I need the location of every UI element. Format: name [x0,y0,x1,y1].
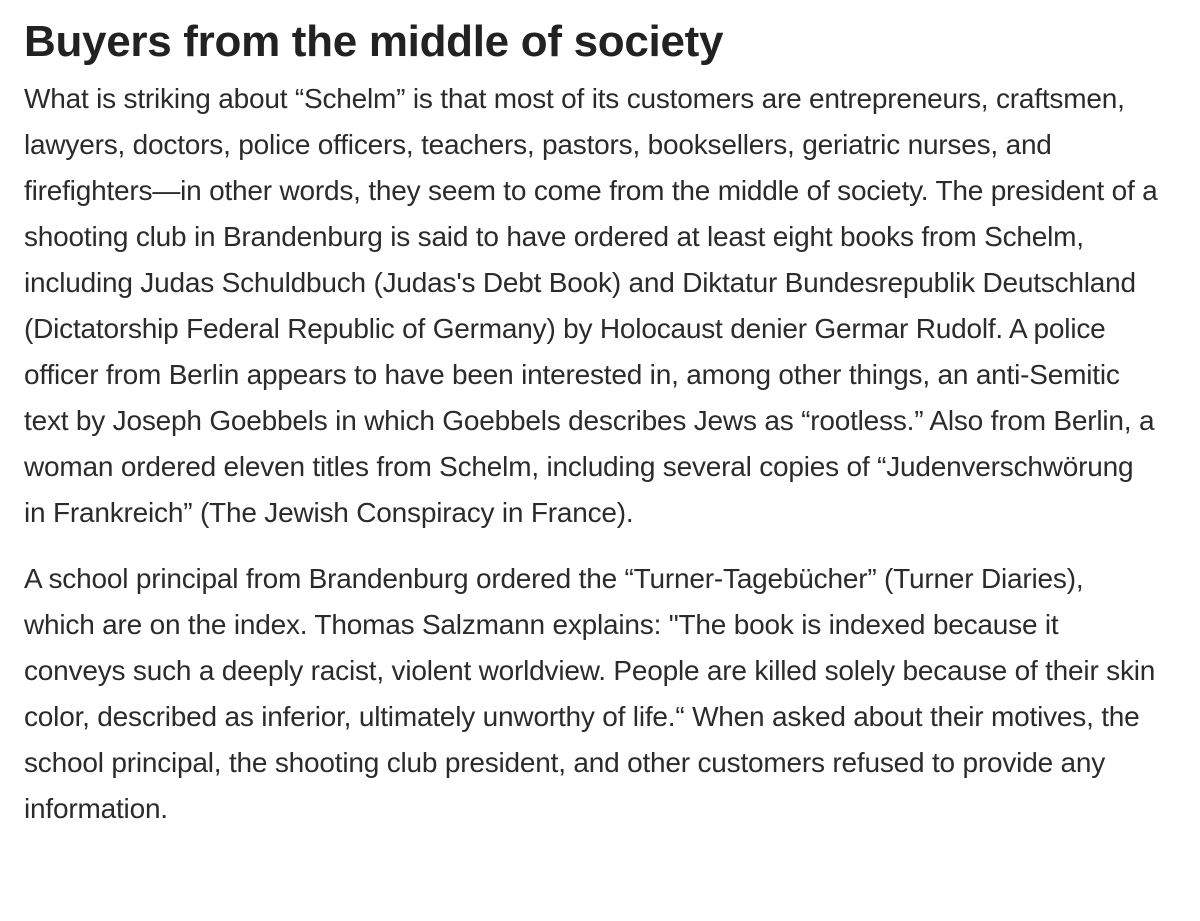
section-heading: Buyers from the middle of society [24,17,724,66]
paragraph-customers: What is striking about “Schelm” is that most of its customers are entrepreneurs, craftsmen, lawyers, doctors, police officers, teachers, pastors, booksellers, geriatric nurses, and firefighters—in other words, they seem to come from the middle of society. The president of a shooting club in Brandenburg is said to have ordered at least eight books from Schelm, including Judas Schuldbuch (Judas's Debt Book) and Diktatur Bundesrepublik Deutschland (Dictatorship Federal Republic of Germany) by Holocaust denier Germar Rudolf. A police officer from Berlin appears to have been interested in, among other things, an anti-Semitic text by Joseph Goebbels in which Goebbels describes Jews as “rootless.” Also from Berlin, a woman ordered eleven titles from Schelm, including several copies of “Judenverschwörung in Frankreich” (The Jewish Conspiracy in France). [24,83,1158,528]
paragraph-school-principal: A school principal from Brandenburg ordered the “Turner-Tagebücher” (Turner Diaries), which are on the index. Thomas Salzmann explains: "The book is indexed because it conveys such a deeply racist, violent worldview. People are killed solely because of their skin color, described as inferior, ultimately unworthy of life.“ When asked about their motives, the school principal, the shooting club president, and other customers refused to provide any information. [24,563,1156,824]
